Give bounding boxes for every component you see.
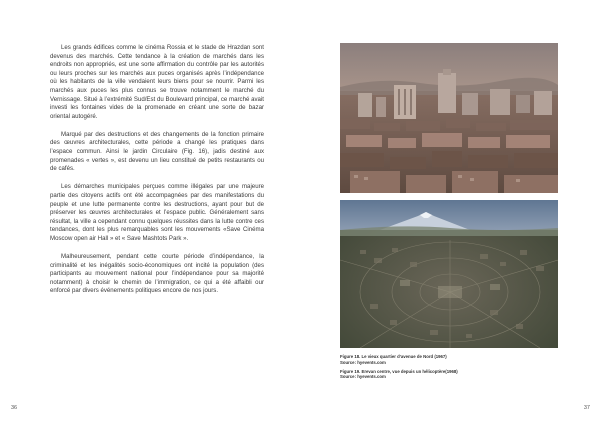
caption-title: Figure 19. Erevan centre, vue depuis un hélicoptère(1968) [340,368,458,374]
caption-figure-18 [340,354,558,366]
photo-old-quarter [340,43,558,193]
photo-aerial-center [340,200,558,348]
paragraph: Malheureusement, pendant cette courte période d’indépendance, la criminalité et les inégalités socio-économiques ont incité la population (des participants au mouvement national pour l’indépendance pour sa majorité notamment) à choisir le chemin de l’immigration, ce qui a été affaibli our enforcé par divers événements politiques encore de nos jours. [50,252,264,295]
paragraph: Marqué par des destructions et des changements de la fonction primaire des œuvres architecturales, cette période a changé les pratiques dans l’espace commun. Ainsi le jardin Circulaire (Fig. 16), jadis destiné aux promenades « vertes », est devenu un lieu constitué de petits restaurants ou de cafés. [50,130,264,173]
body-text [50,44,264,305]
caption-source: Source: hyevents.com [340,359,386,365]
paragraph: Les démarches municipales perçues comme illégales par une majeure partie des citoyens actifs ont été accompagnées par des manifestations du peuple et une lutte permanente contre les destructions, ayant pour but de préserver les œuvres architecturales et l’espace public. Généralement sans résultat, la ville a cependant connu quelques réussites dans la lutte contre ces tendances, dont les plus remarquables sont les mouvements «Save Cinéma Moscow open air Hall » et « Save Mashtots Park ». [50,183,264,242]
page-number-right: 37 [583,405,590,411]
right-page [300,0,600,425]
caption-title: Figure 18. Le vieux quartier d’avenue de Nord (1967) [340,354,447,359]
figure-captions [340,354,558,383]
caption-figure-19 [340,369,558,381]
caption-source: Source: hyevents.com [340,374,386,380]
page-number-left: 36 [11,405,18,411]
paragraph: Les grands édifices comme le cinéma Rossia et le stade de Hrazdan sont devenus des marchés. Cette tendance à la création de marchés dans les endroits non appropriés, est une sorte affirmation du contrôle par les autorités ou leurs proches sur les marchés aux puces organisés après l’indépendance où les habitants de la ville vendaient leurs biens pour se nourrir. Parmi les marchés aux puces les plus connus se trouve notamment le marché du Vernissage. Situé à l’extrémité Sud/Est du Boulevard principal, ce marché avait investi les fontaines vides de la promenade en créant une sorte de bazar oriental autogéré. [50,44,264,120]
